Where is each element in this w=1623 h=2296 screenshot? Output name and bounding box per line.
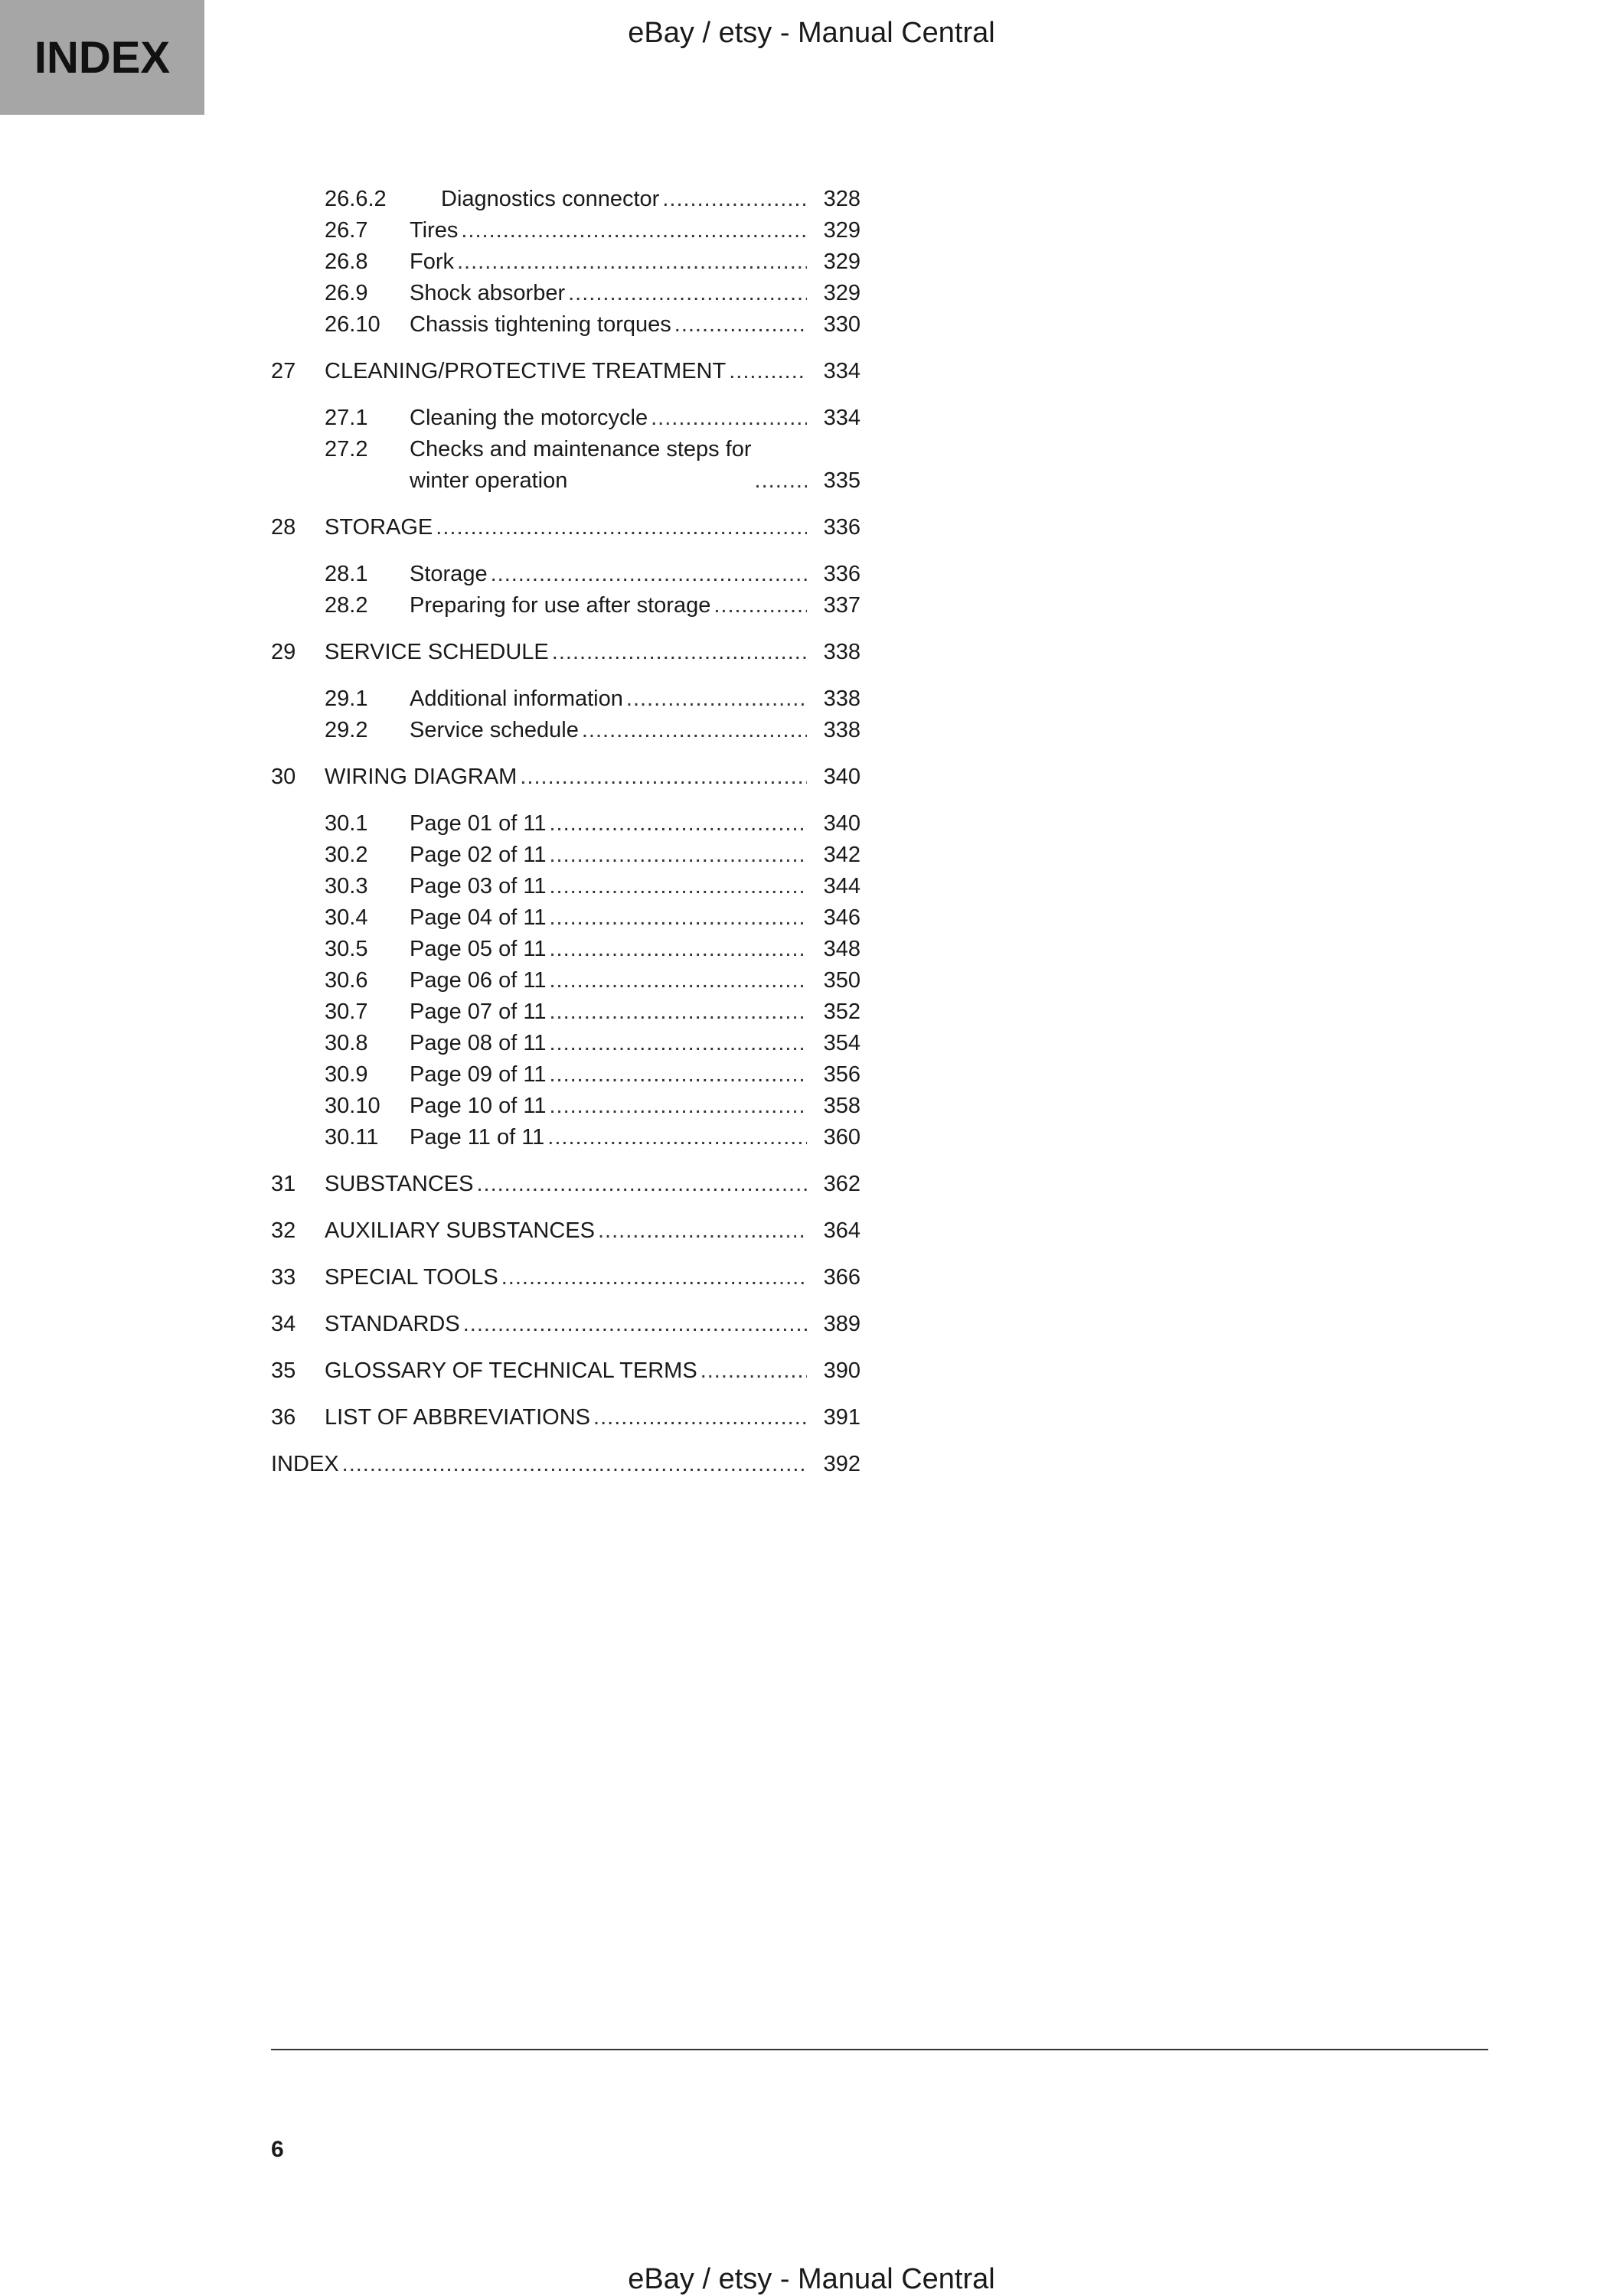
toc-dot-leader <box>549 996 807 1028</box>
toc-entry-number: 26.9 <box>325 281 368 305</box>
toc-entry-title: STORAGE <box>325 515 433 540</box>
toc-entry-number: 28.2 <box>325 593 368 618</box>
toc-entry-number: 27.2 <box>325 437 368 461</box>
toc-entry-number: 30 <box>271 765 296 789</box>
toc-entry-title: Page 06 of 11 <box>410 968 547 993</box>
toc-entry-page: 390 <box>823 1358 860 1383</box>
toc-entry-page: 340 <box>823 765 860 789</box>
toc-entry-number: 32 <box>271 1218 296 1243</box>
toc-dot-leader <box>549 965 807 996</box>
toc-entry-number: 35 <box>271 1358 296 1383</box>
toc-chapter-entry[interactable] <box>271 1355 860 1387</box>
toc-entry-title: Service schedule <box>410 718 579 742</box>
toc-entry-page: 389 <box>823 1312 860 1336</box>
toc-entry-title: GLOSSARY OF TECHNICAL TERMS <box>325 1358 697 1383</box>
toc-entry-page: 348 <box>823 937 860 961</box>
toc-entry-title: Diagnostics connector <box>441 187 660 211</box>
toc-section-entry[interactable] <box>271 215 860 246</box>
toc-dot-leader <box>568 278 807 309</box>
toc-dot-leader <box>714 590 807 621</box>
toc-dot-leader <box>457 246 807 278</box>
toc-entry-number: 28 <box>271 515 296 540</box>
toc-entry-title: Tires <box>410 218 459 243</box>
toc-entry-page: 346 <box>823 905 860 930</box>
toc-entry-number: 26.8 <box>325 249 368 274</box>
toc-entry-page: 364 <box>823 1218 860 1243</box>
toc-entry-title: Page 04 of 11 <box>410 905 547 930</box>
toc-entry-title: Chassis tightening torques <box>410 312 671 337</box>
toc-section-entry[interactable] <box>271 184 860 215</box>
toc-section-entry[interactable] <box>271 1091 860 1122</box>
toc-entry-page: 350 <box>823 968 860 993</box>
toc-entry-title: Shock absorber <box>410 281 566 305</box>
toc-section-entry[interactable] <box>271 1028 860 1059</box>
toc-entry-page: 338 <box>823 687 860 711</box>
toc-entry-page: 334 <box>823 406 860 430</box>
toc-entry-page: 337 <box>823 593 860 618</box>
toc-entry-title: Page 10 of 11 <box>410 1094 547 1118</box>
toc-entry-page: 392 <box>823 1452 860 1476</box>
toc-entry-title: Page 09 of 11 <box>410 1062 547 1087</box>
toc-entry-number: 30.2 <box>325 843 368 867</box>
toc-entry-page: 329 <box>823 281 860 305</box>
toc-entry-page: 362 <box>823 1172 860 1196</box>
toc-dot-leader <box>549 1091 807 1122</box>
toc-dot-leader <box>547 1122 807 1153</box>
toc-entry-page: 360 <box>823 1125 860 1150</box>
toc-entry-title: SPECIAL TOOLS <box>325 1265 498 1290</box>
toc-entry-page: 358 <box>823 1094 860 1118</box>
toc-dot-leader <box>662 184 807 215</box>
toc-entry-number: 29.2 <box>325 718 368 742</box>
toc-entry-page: 352 <box>823 1000 860 1024</box>
toc-entry-page: 356 <box>823 1062 860 1087</box>
toc-dot-leader <box>651 403 807 434</box>
toc-entry-title: Storage <box>410 562 488 586</box>
toc-entry-title: LIST OF ABBREVIATIONS <box>325 1405 591 1430</box>
toc-section-entry[interactable] <box>271 309 860 341</box>
toc-index-entry[interactable] <box>271 1449 860 1480</box>
toc-entry-number: 30.6 <box>325 968 368 993</box>
toc-entry-title: Page 07 of 11 <box>410 1000 547 1024</box>
toc-entry-number: 29.1 <box>325 687 368 711</box>
toc-entry-page: 330 <box>823 312 860 337</box>
toc-chapter-entry[interactable] <box>271 1215 860 1247</box>
toc-entry-title: Fork <box>410 249 454 274</box>
toc-entry-number: 30.3 <box>325 874 368 899</box>
toc-dot-leader <box>520 762 807 793</box>
toc-chapter-entry[interactable] <box>271 512 860 543</box>
toc-entry-number: 26.6.2 <box>325 187 387 211</box>
toc-chapter-entry[interactable] <box>271 1262 860 1293</box>
toc-entry-number: 30.11 <box>325 1125 379 1150</box>
toc-entry-title: AUXILIARY SUBSTANCES <box>325 1218 595 1243</box>
toc-entry-page: 335 <box>823 468 860 493</box>
toc-entry-title: Page 03 of 11 <box>410 874 547 899</box>
toc-dot-leader <box>342 1449 807 1480</box>
toc-dot-leader <box>549 902 807 934</box>
toc-entry-title: Preparing for use after storage <box>410 593 711 618</box>
toc-dot-leader <box>552 637 807 668</box>
toc-section-entry[interactable] <box>271 996 860 1028</box>
toc-entry-page: 336 <box>823 562 860 586</box>
toc-entry-title: Additional information <box>410 687 623 711</box>
toc-chapter-entry[interactable] <box>271 637 860 668</box>
toc-entry-number: 30.5 <box>325 937 368 961</box>
toc-entry-page: 338 <box>823 640 860 664</box>
toc-section-entry[interactable] <box>271 246 860 278</box>
toc-dot-leader <box>463 1309 807 1340</box>
toc-dot-leader <box>436 512 807 543</box>
toc-section-entry[interactable] <box>271 965 860 996</box>
toc-section-entry[interactable] <box>271 434 860 497</box>
toc-section-entry[interactable] <box>271 808 860 840</box>
toc-entry-number: 30.1 <box>325 811 368 836</box>
toc-entry-page: 329 <box>823 218 860 243</box>
toc-dot-leader <box>729 356 807 387</box>
toc-entry-number: 36 <box>271 1405 296 1430</box>
toc-entry-page: 329 <box>823 249 860 274</box>
toc-dot-leader <box>700 1355 807 1387</box>
page-header: eBay / etsy - Manual Central <box>628 17 995 49</box>
toc-entry-title: Cleaning the motorcycle <box>410 406 648 430</box>
toc-entry-number: 30.8 <box>325 1031 368 1055</box>
toc-dot-leader <box>593 1402 807 1433</box>
index-tab-label: INDEX <box>34 32 171 83</box>
toc-entry-title: Page 01 of 11 <box>410 811 547 836</box>
toc-entry-number: 30.4 <box>325 905 368 930</box>
toc-dot-leader <box>461 215 807 246</box>
toc-dot-leader <box>549 871 807 902</box>
toc-entry-number: 34 <box>271 1312 296 1336</box>
toc-entry-title: STANDARDS <box>325 1312 460 1336</box>
toc-entry-page: 344 <box>823 874 860 899</box>
toc-entry-number: 27 <box>271 359 296 383</box>
toc-entry-number: 28.1 <box>325 562 368 586</box>
toc-entry-title <box>410 434 752 497</box>
toc-chapter-entry[interactable] <box>271 1309 860 1340</box>
toc-dot-leader <box>501 1262 807 1293</box>
toc-section-entry[interactable] <box>271 278 860 309</box>
table-of-contents <box>271 184 860 1480</box>
toc-section-entry[interactable] <box>271 1059 860 1091</box>
toc-entry-title: CLEANING/PROTECTIVE TREATMENT <box>325 359 727 383</box>
toc-dot-leader <box>549 1028 807 1059</box>
toc-entry-number: 31 <box>271 1172 296 1196</box>
toc-entry-page: 354 <box>823 1031 860 1055</box>
toc-entry-number: 33 <box>271 1265 296 1290</box>
toc-entry-page: 338 <box>823 718 860 742</box>
toc-entry-title: Page 11 of 11 <box>410 1125 545 1150</box>
toc-entry-title: WIRING DIAGRAM <box>325 765 518 789</box>
toc-dot-leader <box>549 934 807 965</box>
toc-section-entry[interactable] <box>271 840 860 871</box>
toc-entry-page: 328 <box>823 187 860 211</box>
toc-dot-leader <box>476 1169 807 1200</box>
toc-entry-page: 342 <box>823 843 860 867</box>
toc-dot-leader <box>549 1059 807 1091</box>
toc-entry-title: Page 02 of 11 <box>410 843 547 867</box>
toc-entry-title: Page 05 of 11 <box>410 937 547 961</box>
toc-chapter-entry[interactable] <box>271 1169 860 1200</box>
toc-entry-page: 391 <box>823 1405 860 1430</box>
toc-dot-leader <box>582 715 807 746</box>
toc-chapter-entry[interactable] <box>271 762 860 793</box>
toc-section-entry[interactable] <box>271 715 860 746</box>
toc-dot-leader <box>549 840 807 871</box>
page-footer: eBay / etsy - Manual Central <box>628 2263 995 2295</box>
toc-entry-title: SUBSTANCES <box>325 1172 474 1196</box>
toc-section-entry[interactable] <box>271 403 860 434</box>
toc-dot-leader <box>598 1215 807 1247</box>
toc-section-entry[interactable] <box>271 683 860 715</box>
toc-section-entry[interactable] <box>271 934 860 965</box>
toc-section-entry[interactable] <box>271 559 860 590</box>
toc-entry-page: 366 <box>823 1265 860 1290</box>
toc-dot-leader <box>549 808 807 840</box>
toc-entry-title: Page 08 of 11 <box>410 1031 547 1055</box>
toc-entry-page: 340 <box>823 811 860 836</box>
toc-entry-number: 30.9 <box>325 1062 368 1087</box>
toc-dot-leader <box>755 465 807 497</box>
toc-entry-number: 26.10 <box>325 312 380 337</box>
toc-entry-number: 29 <box>271 640 296 664</box>
toc-entry-title-line2: winter operation <box>410 468 568 493</box>
toc-entry-number: 30.7 <box>325 1000 368 1024</box>
toc-chapter-entry[interactable] <box>271 356 860 387</box>
toc-chapter-entry[interactable] <box>271 1402 860 1433</box>
toc-entry-number: 26.7 <box>325 218 368 243</box>
page-number: 6 <box>271 2137 284 2162</box>
toc-section-entry[interactable] <box>271 590 860 621</box>
toc-section-entry[interactable] <box>271 1122 860 1153</box>
toc-entry-title: INDEX <box>271 1452 339 1476</box>
toc-entry-page: 336 <box>823 515 860 540</box>
toc-entry-page: 334 <box>823 359 860 383</box>
toc-dot-leader <box>491 559 807 590</box>
toc-dot-leader <box>626 683 807 715</box>
toc-entry-number: 27.1 <box>325 406 368 430</box>
footer-divider <box>271 2049 1488 2050</box>
toc-section-entry[interactable] <box>271 902 860 934</box>
toc-entry-title: SERVICE SCHEDULE <box>325 640 549 664</box>
toc-dot-leader <box>674 309 807 341</box>
toc-section-entry[interactable] <box>271 871 860 902</box>
toc-entry-number: 30.10 <box>325 1094 380 1118</box>
toc-entry-title-line1: Checks and maintenance steps for <box>410 437 752 461</box>
